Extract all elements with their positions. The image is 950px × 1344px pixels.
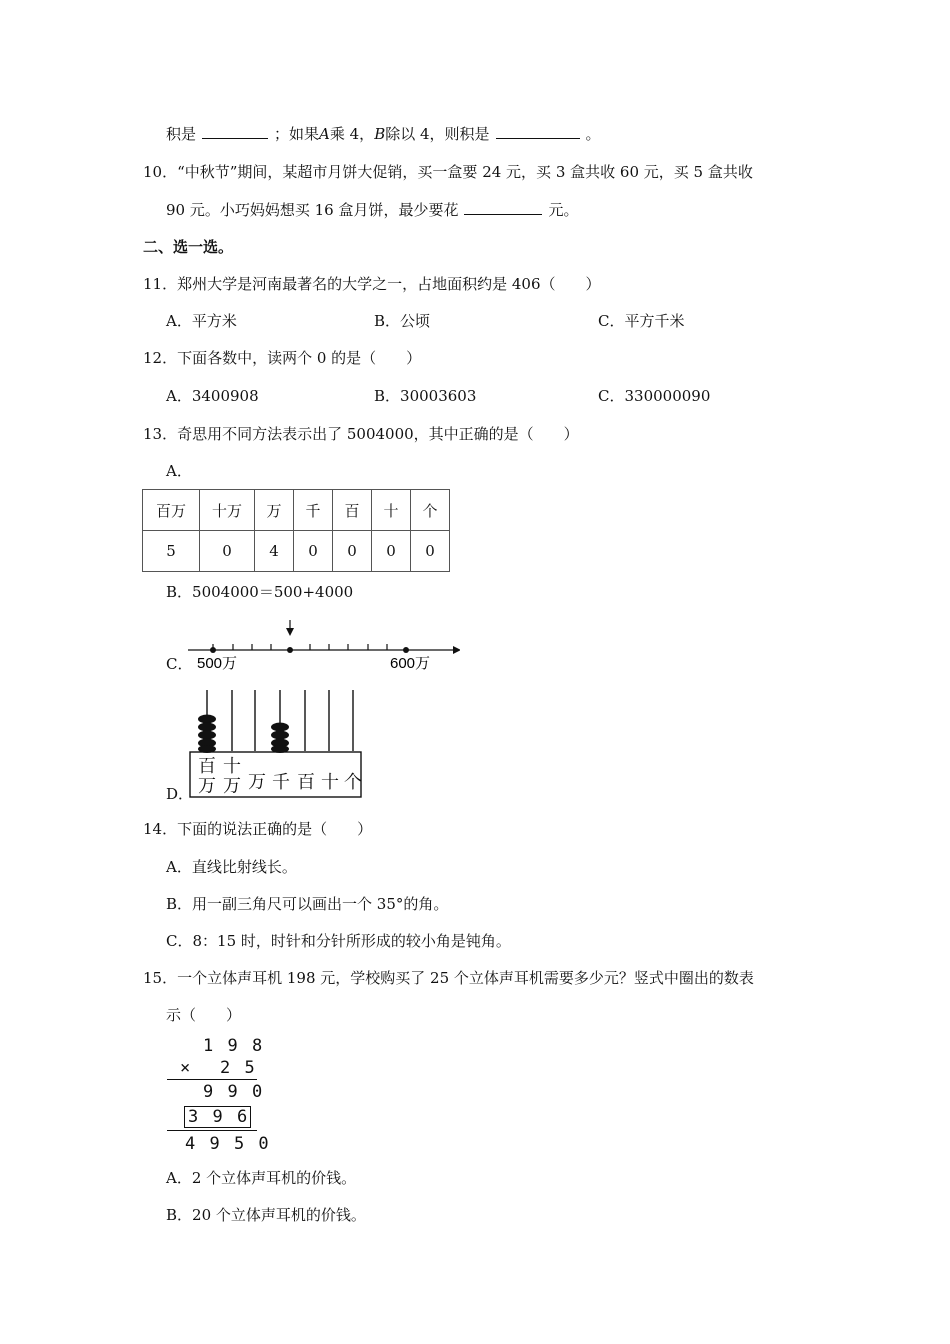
abacus-label: 千 — [272, 772, 290, 793]
number-line-ticks — [188, 620, 453, 650]
header-cell: 千 — [294, 490, 333, 531]
label-500-wan: 500万 — [197, 655, 238, 672]
partial-product-1: 9 9 0 — [203, 1082, 265, 1102]
q9-text-d: 除以 4，则积是 — [385, 125, 490, 143]
bead — [198, 731, 216, 740]
q14-stem: 14．下面的说法正确的是（ ） — [143, 820, 373, 838]
q10-line1: 10．“中秋节”期间，某超市月饼大促销，买一盒要 24 元，买 3 盒共收 60 元，买 5 盒共收 — [143, 163, 753, 181]
header-cell: 十 — [372, 490, 411, 531]
digit-cell: 0 — [411, 531, 450, 572]
bead — [271, 731, 289, 740]
q14-option-c[interactable]: C．8：15 时，时针和分针所形成的较小角是钝角。 — [166, 932, 511, 950]
digit-cell: 0 — [333, 531, 372, 572]
q13-stem: 13．奇思用不同方法表示出了 5004000，其中正确的是（ ） — [143, 425, 579, 443]
abacus-label: 万 — [198, 776, 216, 797]
point-marked — [287, 647, 293, 653]
abacus-label: 百 — [198, 756, 216, 777]
abacus-label: 万 — [223, 776, 241, 797]
header-cell: 百 — [333, 490, 372, 531]
place-value-table — [142, 489, 450, 572]
number-line — [185, 618, 460, 673]
bead — [198, 723, 216, 732]
q14-option-b[interactable]: B．用一副三角尺可以画出一个 35°的角。 — [166, 895, 449, 913]
q11-option-b[interactable]: B．公顷 — [374, 312, 431, 330]
q9-blank-2[interactable] — [496, 124, 580, 139]
q12-option-a[interactable]: A．3400908 — [166, 387, 259, 405]
q15-line2: 示（ ） — [166, 1006, 242, 1024]
q10-text: 90 元。小巧妈妈想买 16 盒月饼，最少要花 — [166, 201, 459, 219]
digit-cell: 4 — [255, 531, 294, 572]
place-value-digit-row — [143, 531, 450, 572]
q15-option-a[interactable]: A．2 个立体声耳机的价钱。 — [166, 1169, 357, 1187]
digit-cell: 5 — [143, 531, 200, 572]
q13-option-a[interactable]: A． — [166, 462, 192, 480]
q13-option-b[interactable]: B．5004000＝500+4000 — [166, 583, 354, 601]
q9-var-b: B — [374, 125, 386, 143]
multiplicand: 1 9 8 — [203, 1036, 265, 1056]
q9-text-a: 积是 — [166, 125, 197, 143]
q9-text-e: 。 — [585, 125, 601, 143]
abacus-label: 万 — [248, 772, 266, 793]
digit-cell: 0 — [294, 531, 333, 572]
point-600 — [403, 647, 409, 653]
q11-option-c[interactable]: C．平方千米 — [598, 312, 685, 330]
q10-blank[interactable] — [464, 200, 542, 215]
q9-text-c: 乘 4， — [329, 125, 375, 143]
q10-line2 — [166, 200, 579, 220]
q15-option-b[interactable]: B．20 个立体声耳机的价钱。 — [166, 1206, 366, 1224]
header-cell: 百万 — [143, 490, 200, 531]
q12-option-b[interactable]: B．30003603 — [374, 387, 477, 405]
bead — [271, 723, 289, 732]
header-cell: 个 — [411, 490, 450, 531]
multiply-sign-icon: × — [180, 1058, 193, 1078]
pointer-arrowhead-icon — [286, 628, 294, 636]
q10-tail: 元。 — [548, 201, 579, 219]
partial-product-2-boxed: 3 9 6 — [184, 1106, 251, 1128]
q9-text-b: ；如果 — [274, 125, 320, 143]
header-cell: 万 — [255, 490, 294, 531]
q13-option-d[interactable]: D． — [166, 785, 194, 803]
q11-stem: 11．郑州大学是河南最著名的大学之一，占地面积约是 406（ ） — [143, 275, 601, 293]
abacus-label: 个 — [344, 772, 362, 793]
place-value-header-row — [143, 490, 450, 531]
digit-cell: 0 — [372, 531, 411, 572]
abacus-labels — [198, 756, 362, 797]
bead — [198, 715, 216, 724]
abacus-label: 百 — [297, 772, 315, 793]
abacus-label: 十 — [321, 772, 339, 793]
rule-line — [167, 1079, 257, 1080]
abacus-beads — [198, 715, 289, 754]
header-cell: 十万 — [200, 490, 255, 531]
digit-cell: 0 — [200, 531, 255, 572]
abacus-label: 十 — [223, 756, 241, 777]
label-600-wan: 600万 — [390, 655, 431, 672]
multiplier: 2 5 — [220, 1058, 257, 1078]
section-title: 二、选一选。 — [143, 238, 234, 256]
point-500 — [210, 647, 216, 653]
q11-option-a[interactable]: A．平方米 — [166, 312, 237, 330]
q15-line1: 15．一个立体声耳机 198 元，学校购买了 25 个立体声耳机需要多少元？竖式中圈出的数表 — [143, 969, 754, 987]
q12-stem: 12．下面各数中，读两个 0 的是（ ） — [143, 349, 422, 367]
abacus — [188, 686, 364, 800]
q9-blank-1[interactable] — [202, 124, 268, 139]
rule-line — [167, 1130, 257, 1131]
q9-continuation — [166, 124, 601, 144]
q14-option-a[interactable]: A．直线比射线长。 — [166, 858, 297, 876]
product: 4 9 5 0 — [185, 1134, 271, 1154]
q12-option-c[interactable]: C．330000090 — [598, 387, 711, 405]
axis-arrow-icon — [453, 646, 460, 654]
q13-option-c[interactable]: C． — [166, 655, 193, 673]
q9-var-a: A — [319, 125, 330, 143]
